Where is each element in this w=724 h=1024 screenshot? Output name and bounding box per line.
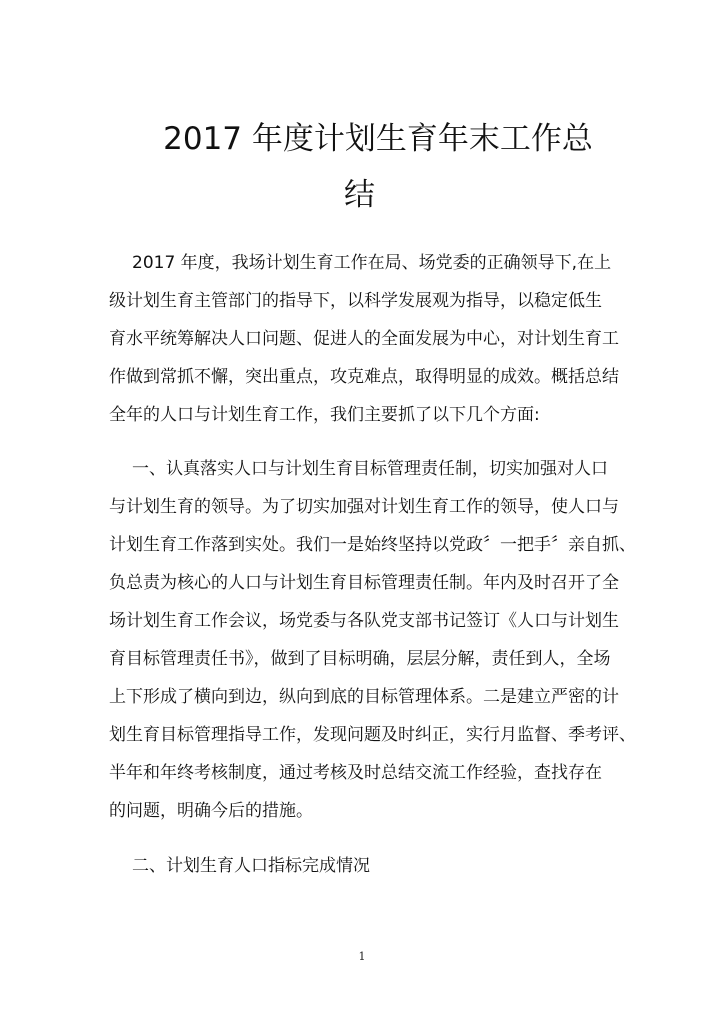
paragraph1-line: 级计划生育主管部门的指导下，以科学发展观为指导，以稳定低生 (109, 291, 602, 311)
paragraph2-line: 负总责为核心的人口与计划生育目标管理责任制。年内及时召开了全 (109, 573, 619, 593)
paragraph2-line: 上下形成了横向到边，纵向到底的目标管理体系。二是建立严密的计 (109, 687, 619, 707)
page-number: 1 (358, 950, 366, 963)
paragraph2-line: 划生育目标管理指导工作，发现问题及时纠正，实行月监督、季考评、 (109, 725, 636, 745)
paragraph2-line: 育目标管理责任书》，做到了目标明确，层层分解，责任到人，全场 (109, 649, 611, 669)
paragraph2-line: 一、认真落实人口与计划生育目标管理责任制，切实加强对人口 (132, 459, 608, 479)
paragraph1-line: 作做到常抓不懈，突出重点，攻克难点，取得明显的成效。概括总结 (109, 367, 619, 387)
paragraph2-line: 半年和年终考核制度，通过考核及时总结交流工作经验，查找存在 (109, 763, 602, 783)
document-title-line2: 结 (344, 177, 375, 213)
paragraph1-line: 全年的人口与计划生育工作，我们主要抓了以下几个方面: (109, 405, 540, 425)
paragraph2-line: 的问题，明确今后的措施。 (109, 801, 313, 821)
paragraph2-line: 场计划生育工作会议，场党委与各队党支部书记签订《人口与计划生 (109, 611, 619, 631)
paragraph2-line: 计划生育工作落到实处。我们一是始终坚持以党政〞一把手〞亲自抓、 (109, 535, 636, 555)
paragraph2-line: 与计划生育的领导。为了切实加强对计划生育工作的领导，使人口与 (109, 497, 619, 517)
document-title-line1: 2017 年度计划生育年末工作总 (163, 121, 593, 157)
paragraph1-line: 2017 年度，我场计划生育工作在局、场党委的正确领导下,在上 (132, 253, 612, 273)
section-heading: 二、计划生育人口指标完成情况 (132, 856, 370, 876)
paragraph1-line: 育水平统筹解决人口问题、促进人的全面发展为中心，对计划生育工 (109, 329, 619, 349)
